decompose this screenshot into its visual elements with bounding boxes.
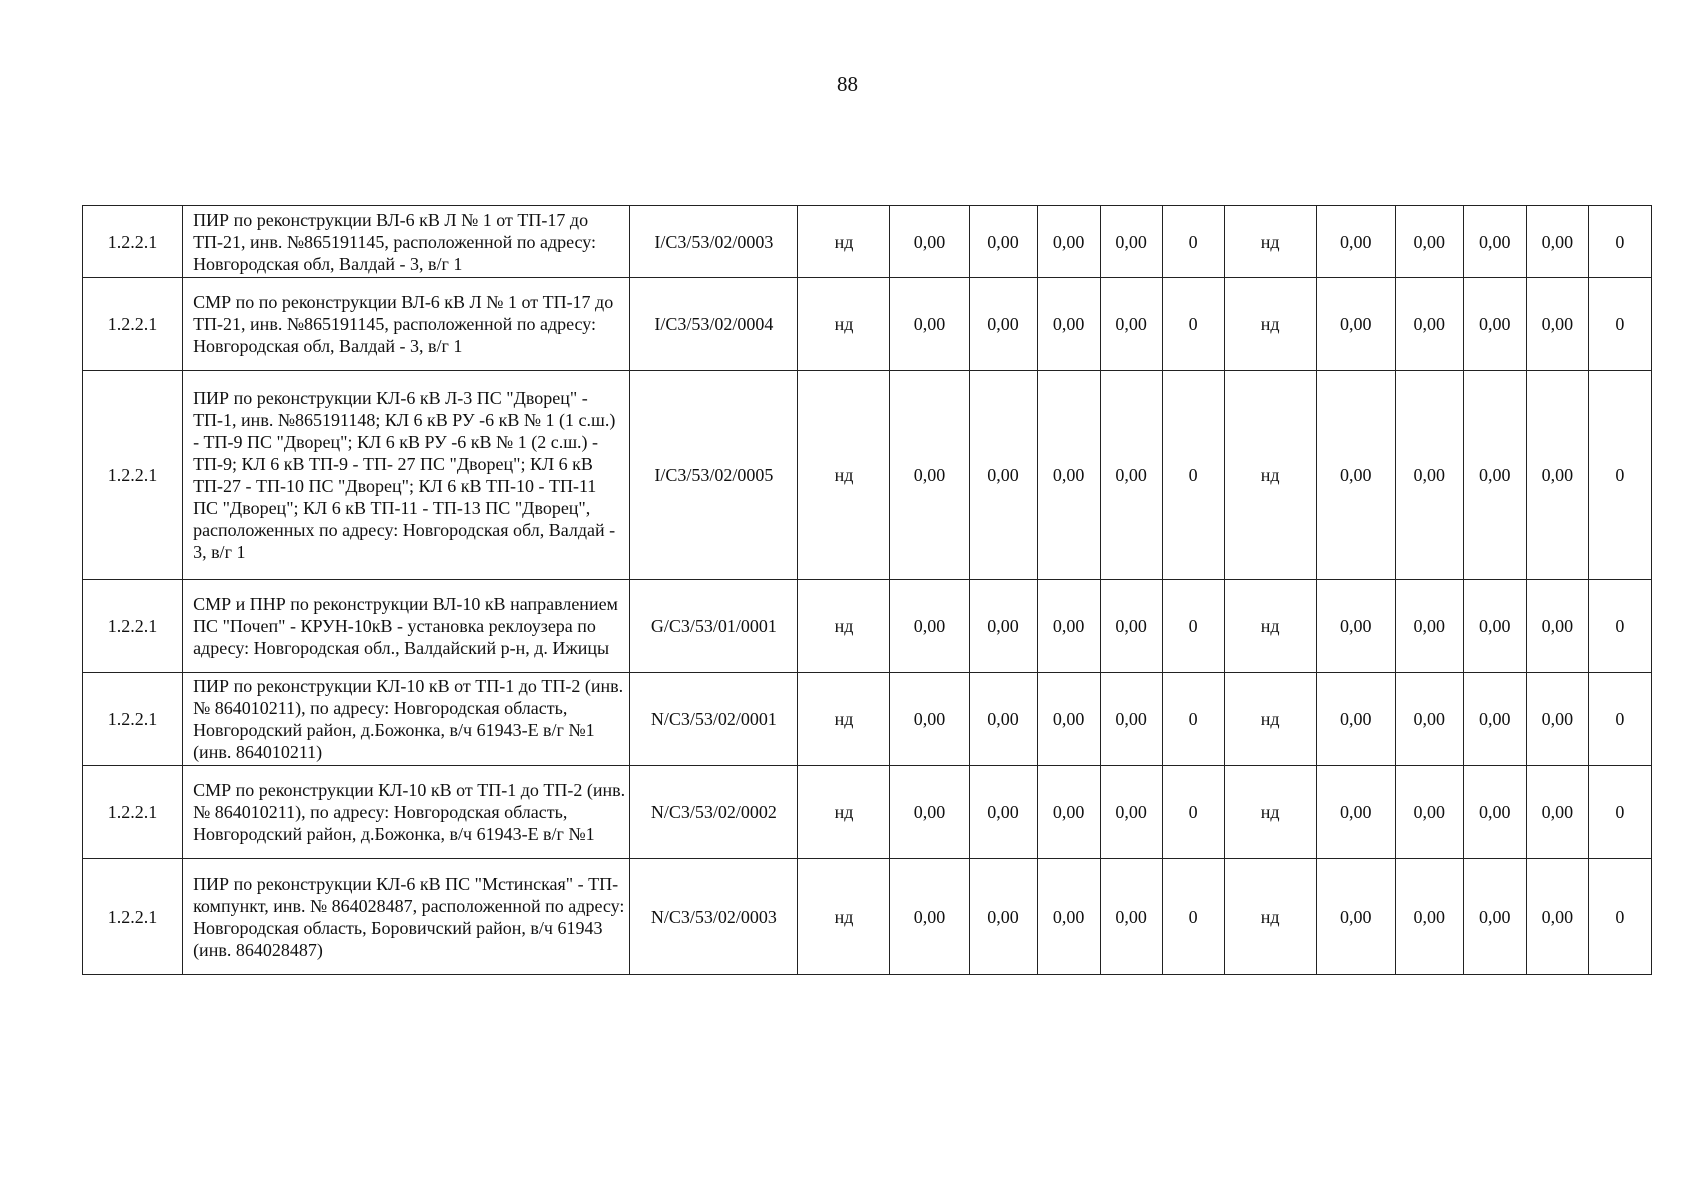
value-cell: 0,00 bbox=[1395, 859, 1463, 975]
value-cell: 0,00 bbox=[890, 673, 969, 766]
value-cell: 0,00 bbox=[1316, 859, 1395, 975]
value-cell: 0,00 bbox=[1526, 206, 1588, 278]
value-cell: 0,00 bbox=[969, 371, 1037, 580]
value-cell: нд bbox=[1224, 859, 1316, 975]
project-code: N/C3/53/02/0002 bbox=[630, 766, 798, 859]
value-cell: 0,00 bbox=[1463, 371, 1526, 580]
value-cell: нд bbox=[798, 766, 890, 859]
value-cell: 0,00 bbox=[969, 278, 1037, 371]
value-cell: нд bbox=[798, 371, 890, 580]
value-cell: 0,00 bbox=[1037, 206, 1100, 278]
table-row bbox=[83, 206, 1652, 278]
project-code: I/C3/53/02/0005 bbox=[630, 371, 798, 580]
value-cell: 0 bbox=[1588, 206, 1651, 278]
value-cell: 0 bbox=[1162, 766, 1224, 859]
value-cell: 0 bbox=[1162, 278, 1224, 371]
value-cell: 0,00 bbox=[1526, 278, 1588, 371]
table-row bbox=[83, 673, 1652, 766]
value-cell: 0,00 bbox=[969, 859, 1037, 975]
value-cell: 0,00 bbox=[1526, 580, 1588, 673]
value-cell: 0 bbox=[1162, 580, 1224, 673]
work-description: СМР по по реконструкции ВЛ-6 кВ Л № 1 от ТП-17 до ТП-21, инв. №865191145, расположенной по адресу: Новгородская обл, Валдай - 3, в/г 1 bbox=[183, 278, 630, 371]
value-cell: 0,00 bbox=[1316, 206, 1395, 278]
value-cell: нд bbox=[1224, 766, 1316, 859]
row-number: 1.2.2.1 bbox=[83, 278, 183, 371]
value-cell: 0,00 bbox=[969, 206, 1037, 278]
work-description: ПИР по реконструкции КЛ-6 кВ Л-3 ПС "Дворец" - ТП-1, инв. №865191148; КЛ 6 кВ РУ -6 кВ № 1 (1 с.ш.) - ТП-9 ПС "Дворец"; КЛ 6 кВ РУ -6 кВ № 1 (2 с.ш.) - ТП-9; КЛ 6 кВ ТП-9 - ТП- 27 ПС "Дворец"; КЛ 6 кВ ТП-27 - ТП-10 ПС "Дворец"; КЛ 6 кВ ТП-10 - ТП-11 ПС "Дворец"; КЛ 6 кВ ТП-11 - ТП-13 ПС "Дворец", расположенных по адресу: Новгородская обл, Валдай - 3, в/г 1 bbox=[183, 371, 630, 580]
project-code: N/C3/53/02/0003 bbox=[630, 859, 798, 975]
work-description: ПИР по реконструкции КЛ-6 кВ ПС "Мстинская" - ТП- компункт, инв. № 864028487, расположенной по адресу: Новгородская область, Боровичский район, в/ч 61943 (инв. 864028487) bbox=[183, 859, 630, 975]
value-cell: 0,00 bbox=[1316, 580, 1395, 673]
value-cell: нд bbox=[798, 278, 890, 371]
value-cell: 0,00 bbox=[1100, 206, 1162, 278]
work-description: СМР по реконструкции КЛ-10 кВ от ТП-1 до ТП-2 (инв. № 864010211), по адресу: Новгородская область, Новгородский район, д.Божонка, в/ч 61943-Е в/г №1 bbox=[183, 766, 630, 859]
value-cell: 0,00 bbox=[969, 766, 1037, 859]
value-cell: 0,00 bbox=[1395, 580, 1463, 673]
value-cell: 0,00 bbox=[1100, 278, 1162, 371]
value-cell: 0,00 bbox=[1037, 673, 1100, 766]
value-cell: 0 bbox=[1588, 673, 1651, 766]
table-row bbox=[83, 371, 1652, 580]
value-cell: нд bbox=[1224, 371, 1316, 580]
value-cell: нд bbox=[1224, 580, 1316, 673]
value-cell: 0,00 bbox=[890, 580, 969, 673]
value-cell: нд bbox=[1224, 206, 1316, 278]
value-cell: 0,00 bbox=[1316, 766, 1395, 859]
value-cell: 0,00 bbox=[1463, 859, 1526, 975]
value-cell: 0 bbox=[1588, 371, 1651, 580]
row-number: 1.2.2.1 bbox=[83, 580, 183, 673]
value-cell: 0,00 bbox=[1526, 371, 1588, 580]
value-cell: 0,00 bbox=[1037, 859, 1100, 975]
value-cell: 0,00 bbox=[1526, 859, 1588, 975]
value-cell: 0,00 bbox=[890, 766, 969, 859]
value-cell: 0 bbox=[1588, 859, 1651, 975]
value-cell: 0 bbox=[1162, 673, 1224, 766]
value-cell: 0,00 bbox=[1100, 673, 1162, 766]
row-number: 1.2.2.1 bbox=[83, 371, 183, 580]
value-cell: 0,00 bbox=[1395, 278, 1463, 371]
table-row bbox=[83, 859, 1652, 975]
value-cell: 0,00 bbox=[1100, 766, 1162, 859]
value-cell: 0,00 bbox=[1463, 206, 1526, 278]
value-cell: 0 bbox=[1588, 580, 1651, 673]
row-number: 1.2.2.1 bbox=[83, 859, 183, 975]
project-code: N/C3/53/02/0001 bbox=[630, 673, 798, 766]
value-cell: 0,00 bbox=[1526, 673, 1588, 766]
value-cell: 0,00 bbox=[1316, 278, 1395, 371]
value-cell: 0,00 bbox=[969, 673, 1037, 766]
value-cell: нд bbox=[1224, 278, 1316, 371]
value-cell: 0 bbox=[1162, 371, 1224, 580]
value-cell: 0,00 bbox=[890, 371, 969, 580]
value-cell: нд bbox=[1224, 673, 1316, 766]
row-number: 1.2.2.1 bbox=[83, 673, 183, 766]
value-cell: 0,00 bbox=[1037, 580, 1100, 673]
value-cell: 0,00 bbox=[1463, 580, 1526, 673]
value-cell: 0,00 bbox=[1100, 371, 1162, 580]
table-row bbox=[83, 580, 1652, 673]
value-cell: нд bbox=[798, 580, 890, 673]
value-cell: 0 bbox=[1588, 766, 1651, 859]
value-cell: 0,00 bbox=[1395, 673, 1463, 766]
value-cell: 0,00 bbox=[1395, 371, 1463, 580]
value-cell: 0,00 bbox=[890, 278, 969, 371]
work-description: ПИР по реконструкции ВЛ-6 кВ Л № 1 от ТП-17 до ТП-21, инв. №865191145, расположенной по адресу: Новгородская обл, Валдай - 3, в/г 1 bbox=[183, 206, 630, 278]
value-cell: 0 bbox=[1162, 859, 1224, 975]
value-cell: 0,00 bbox=[1100, 580, 1162, 673]
value-cell: нд bbox=[798, 673, 890, 766]
value-cell: 0,00 bbox=[890, 859, 969, 975]
value-cell: 0,00 bbox=[1037, 766, 1100, 859]
table-row bbox=[83, 278, 1652, 371]
work-description: ПИР по реконструкции КЛ-10 кВ от ТП-1 до ТП-2 (инв. № 864010211), по адресу: Новгородская область, Новгородский район, д.Божонка, в/ч 61943-Е в/г №1 (инв. 864010211) bbox=[183, 673, 630, 766]
page-number: 88 bbox=[837, 72, 858, 96]
value-cell: 0,00 bbox=[1463, 673, 1526, 766]
value-cell: 0 bbox=[1162, 206, 1224, 278]
row-number: 1.2.2.1 bbox=[83, 206, 183, 278]
value-cell: нд bbox=[798, 859, 890, 975]
project-code: I/C3/53/02/0003 bbox=[630, 206, 798, 278]
project-code: G/C3/53/01/0001 bbox=[630, 580, 798, 673]
value-cell: 0,00 bbox=[1100, 859, 1162, 975]
table-row bbox=[83, 766, 1652, 859]
value-cell: 0,00 bbox=[1037, 371, 1100, 580]
value-cell: 0 bbox=[1588, 278, 1651, 371]
value-cell: 0,00 bbox=[1463, 278, 1526, 371]
value-cell: 0,00 bbox=[1037, 278, 1100, 371]
value-cell: 0,00 bbox=[1463, 766, 1526, 859]
row-number: 1.2.2.1 bbox=[83, 766, 183, 859]
value-cell: 0,00 bbox=[969, 580, 1037, 673]
value-cell: 0,00 bbox=[1395, 766, 1463, 859]
value-cell: 0,00 bbox=[1316, 371, 1395, 580]
value-cell: 0,00 bbox=[890, 206, 969, 278]
value-cell: нд bbox=[798, 206, 890, 278]
value-cell: 0,00 bbox=[1395, 206, 1463, 278]
value-cell: 0,00 bbox=[1526, 766, 1588, 859]
value-cell: 0,00 bbox=[1316, 673, 1395, 766]
work-description: СМР и ПНР по реконструкции ВЛ-10 кВ направлением ПС "Почеп" - КРУН-10кВ - установка реклоузера по адресу: Новгородская обл., Валдайский р-н, д. Ижицы bbox=[183, 580, 630, 673]
investment-table bbox=[82, 205, 1652, 975]
project-code: I/C3/53/02/0004 bbox=[630, 278, 798, 371]
